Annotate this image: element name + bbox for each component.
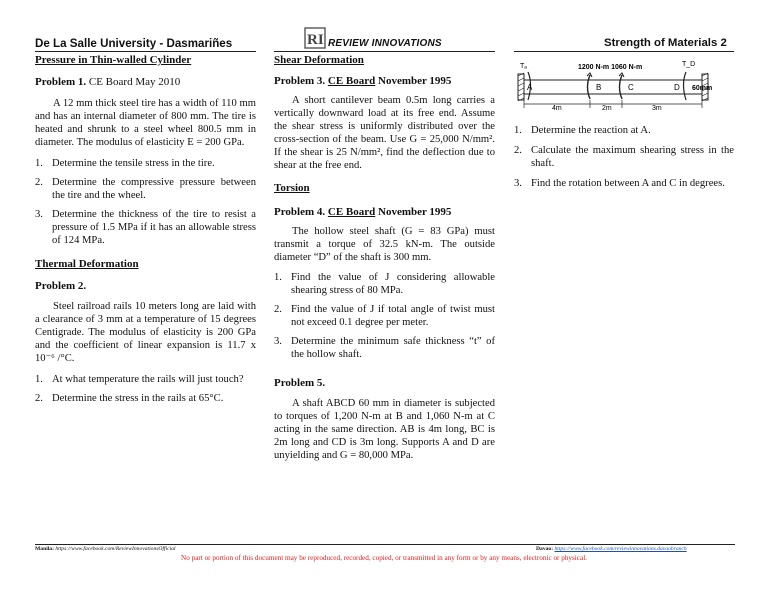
problem-2-title: Problem 2. [35, 280, 87, 292]
item-text: Determine the stress in the rails at 65°C. [52, 393, 224, 404]
copyright-notice: No part or portion of this document may be reproduced, recorded, copied, or transmitted in any form or by any means, electronic or physical. [181, 554, 587, 562]
item-text: Find the rotation between A and C in degrees. [531, 178, 725, 189]
university-name: De La Salle University - Dasmariñes [35, 37, 233, 50]
list-item [35, 392, 256, 405]
item-number: 3. [35, 209, 43, 220]
brand-logo [304, 27, 326, 49]
problem-1-text: A 12 mm thick steel tire has a width of 110 mm and has an internal diameter of 800 mm. The tire is heated and shrunk to a steel wheel 800.5 mm in diameter. The modulus of elasticity E = 200 GPa. [35, 98, 256, 148]
problem-5-text: A shaft ABCD 60 mm in diameter is subjected to torques of 1,200 N-m at B and 1,060 N-m at C acting in the same direction. AB is 4m long, BC is 2m long and CD is 3m long. Supports A and D are unyielding and G = 80,000 MPa. [274, 398, 495, 461]
problem-3-text: A short cantilever beam 0.5m long carries a vertically downward load at its free end. Assume the shear stress is uniformly distributed over the cross-section of the beam. Use G = 25,000 N/mm². If the shear is 25 N/mm², find the deflection due to shear at the free end. [274, 95, 495, 171]
item-number: 1. [35, 158, 43, 169]
footer-rule [35, 544, 735, 545]
item-number: 1. [35, 374, 43, 385]
item-number: 2. [35, 393, 43, 404]
label-torques: 1200 N-m 1060 N-m [578, 64, 643, 71]
problem-3-date: November 1995 [378, 75, 452, 87]
problem-4-title: Problem 4. [274, 206, 326, 218]
item-text: Determine the minimum safe thickness “t” of the hollow shaft. [291, 336, 495, 360]
section-title-torsion: Torsion [274, 182, 310, 194]
problem-2-text: Steel railroad rails 10 meters long are laid with a clearance of 3 mm at a temperature of 15 degrees Centigrade. The modulus of elasticity is 200 GPa and the coefficient of linear expansion is 11.7 x 10⁻⁶ /°C. [35, 301, 256, 364]
footer-manila [35, 546, 176, 552]
problem-3-title: Problem 3. [274, 75, 326, 87]
label-a: A [527, 83, 533, 92]
item-number: 3. [274, 336, 282, 347]
problem-5-title: Problem 5. [274, 377, 326, 389]
list-item [35, 176, 256, 202]
logo-mark-icon [304, 27, 326, 49]
item-number: 1. [514, 125, 522, 136]
list-item [514, 177, 734, 190]
problem-3-heading [274, 75, 495, 88]
item-text: Determine the reaction at A. [531, 125, 651, 136]
section-title-thermal: Thermal Deformation [35, 258, 139, 270]
item-text: Determine the compressive pressure between the tire and the wheel. [52, 177, 256, 201]
label-c: C [628, 83, 634, 92]
item-number: 2. [274, 304, 282, 315]
davao-link[interactable]: https://www.facebook.com/reviewinnovations.davaobranch [554, 546, 687, 552]
item-text: Find the value of J considering allowable shearing stress of 80 MPa. [291, 272, 495, 296]
item-text: Calculate the maximum shearing stress in the shaft. [531, 145, 734, 169]
label-length-ab: 4m [552, 105, 562, 112]
manila-link[interactable]: https://www.facebook.com/ReviewInnovationsOfficial [55, 546, 176, 552]
label-length-bc: 2m [602, 105, 612, 112]
problem-4-date: November 1995 [378, 206, 452, 218]
section-title-thin-walled: Pressure in Thin-walled Cylinder [35, 54, 192, 66]
list-item [274, 335, 495, 361]
column-right [514, 124, 734, 190]
item-number: 2. [35, 177, 43, 188]
problem-1-title: Problem 1. [35, 76, 87, 88]
problem-3-source: CE Board [327, 75, 376, 87]
label-d: D [674, 83, 680, 92]
section-title-shear: Shear Deformation [274, 54, 364, 66]
subject-title: Strength of Materials 2 [604, 37, 727, 49]
header-rule-right [514, 51, 734, 52]
item-number: 3. [514, 178, 522, 189]
problem-4-list [274, 271, 495, 361]
header-rule-mid [274, 51, 495, 52]
shaft-figure [514, 56, 736, 116]
list-item [514, 144, 734, 170]
problem-1-heading [35, 76, 256, 89]
brand-name: REVIEW INNOVATIONS [328, 38, 442, 49]
column-middle [274, 54, 495, 462]
item-text: Find the value of J if total angle of twist must not exceed 0.1 degree per meter. [291, 304, 495, 328]
footer-davao [536, 546, 687, 552]
manila-label: Manila: [35, 546, 54, 552]
logo-initials: RI [307, 32, 324, 48]
problem-1-list [35, 157, 256, 247]
item-number: 2. [514, 145, 522, 156]
problem-1-source: CE Board May 2010 [88, 76, 181, 88]
problem-2-list [35, 373, 256, 405]
problem-4-heading [274, 206, 495, 219]
list-item [35, 208, 256, 247]
list-item [514, 124, 734, 137]
problem-4-source: CE Board [327, 206, 376, 218]
problem-5-list [514, 124, 734, 190]
wall-a-icon [518, 74, 524, 100]
problem-4-text: The hollow steel shaft (G = 83 GPa) must transmit a torque of 32.5 kN-m. The outside diameter “D” of the shaft is 300 mm. [274, 226, 495, 263]
shaft-diagram [514, 56, 736, 116]
label-b: B [596, 83, 602, 92]
label-td: T_D [682, 61, 696, 68]
label-diameter: 60mm [692, 85, 713, 92]
label-length-cd: 3m [652, 105, 662, 112]
item-number: 1. [274, 272, 282, 283]
davao-label: Davao: [536, 546, 554, 552]
item-text: Determine the tensile stress in the tire. [52, 158, 215, 169]
list-item [274, 303, 495, 329]
column-left [35, 54, 256, 405]
label-ta: Tₐ [520, 63, 527, 70]
list-item [35, 157, 256, 170]
list-item [274, 271, 495, 297]
list-item [35, 373, 256, 386]
item-text: At what temperature the rails will just touch? [52, 374, 244, 385]
item-text: Determine the thickness of the tire to resist a pressure of 1.5 MPa if it has an allowable stress of 124 MPa. [52, 209, 256, 246]
header-rule-left [35, 51, 256, 52]
